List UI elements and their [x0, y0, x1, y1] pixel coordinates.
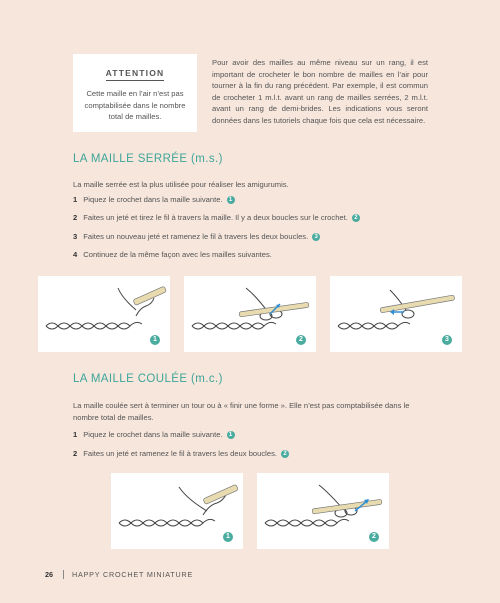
- step-text: Piquez le crochet dans la maille suivante.: [83, 430, 223, 439]
- illustration-badge: 2: [369, 532, 379, 542]
- intro-paragraph: Pour avoir des mailles au même niveau sur un rang, il est important de crocheter le bon nombre de mailles en l’air pour tourner à la fin du rang précédent. Par exemple, il est commun de crocheter 1 m.l.t. avant un rang de mailles serrées, 2 m.l.t. avant un rang de demi-brides. Les indications vous seront données dans les tutoriels chaque fois que cela est nécessaire.: [212, 58, 428, 125]
- step-badge: 2: [352, 214, 360, 222]
- step-number: 2: [73, 213, 78, 222]
- step-badge: 3: [312, 233, 320, 241]
- illustration-maille-serree-3: [330, 276, 462, 352]
- section1-description: La maille serrée est la plus utilisée pour réaliser les amigurumis.: [73, 180, 289, 189]
- footer-divider: [63, 570, 64, 579]
- illustration-maille-coulee-1: [111, 473, 243, 549]
- illustration-maille-serree-1: [38, 276, 170, 352]
- section1-step-3: [73, 232, 320, 241]
- step-text: Faites un jeté et tirez le fil à travers la maille. Il y a deux boucles sur le crochet.: [83, 213, 348, 222]
- step-badge: 1: [227, 431, 235, 439]
- step-text: Continuez de la même façon avec les mailles suivantes.: [83, 250, 272, 259]
- step-text: Faites un nouveau jeté et ramenez le fil à travers les deux boucles.: [83, 232, 309, 241]
- step-number: 2: [73, 449, 78, 458]
- page-number: 26: [45, 570, 53, 579]
- illustration-badge: 1: [150, 335, 160, 345]
- step-number: 1: [73, 195, 78, 204]
- step-number: 4: [73, 250, 78, 259]
- illustration-maille-serree-2: [184, 276, 316, 352]
- attention-box: [73, 54, 197, 132]
- step-badge: 1: [227, 196, 235, 204]
- section2-step-2: [73, 449, 289, 458]
- illustration-badge: 1: [223, 532, 233, 542]
- section1-step-4: [73, 250, 272, 259]
- attention-title: ATTENTION: [106, 68, 165, 81]
- step-badge: 2: [281, 450, 289, 458]
- illustration-badge: 2: [296, 335, 306, 345]
- section-title-maille-coulee: LA MAILLE COULÉE (m.c.): [73, 373, 223, 385]
- step-text: Piquez le crochet dans la maille suivante.: [83, 195, 223, 204]
- section2-step-1: [73, 430, 235, 439]
- page-footer: [45, 570, 193, 579]
- step-text: Faites un jeté et ramenez le fil à travers les deux boucles.: [83, 449, 277, 458]
- book-title: HAPPY CROCHET MINIATURE: [72, 570, 194, 579]
- attention-text: Cette maille en l’air n’est pas comptabilisée dans le nombre total de mailles.: [84, 89, 186, 121]
- step-number: 1: [73, 430, 78, 439]
- section2-description: La maille coulée sert à terminer un tour ou à « finir une forme ». Elle n’est pas comptabilisée dans le nombre total de mailles.: [73, 401, 410, 422]
- illustration-badge: 3: [442, 335, 452, 345]
- section-title-maille-serree: LA MAILLE SERRÉE (m.s.): [73, 153, 223, 165]
- section1-step-2: [73, 213, 360, 222]
- step-number: 3: [73, 232, 78, 241]
- illustration-maille-coulee-2: [257, 473, 389, 549]
- section1-step-1: [73, 195, 235, 204]
